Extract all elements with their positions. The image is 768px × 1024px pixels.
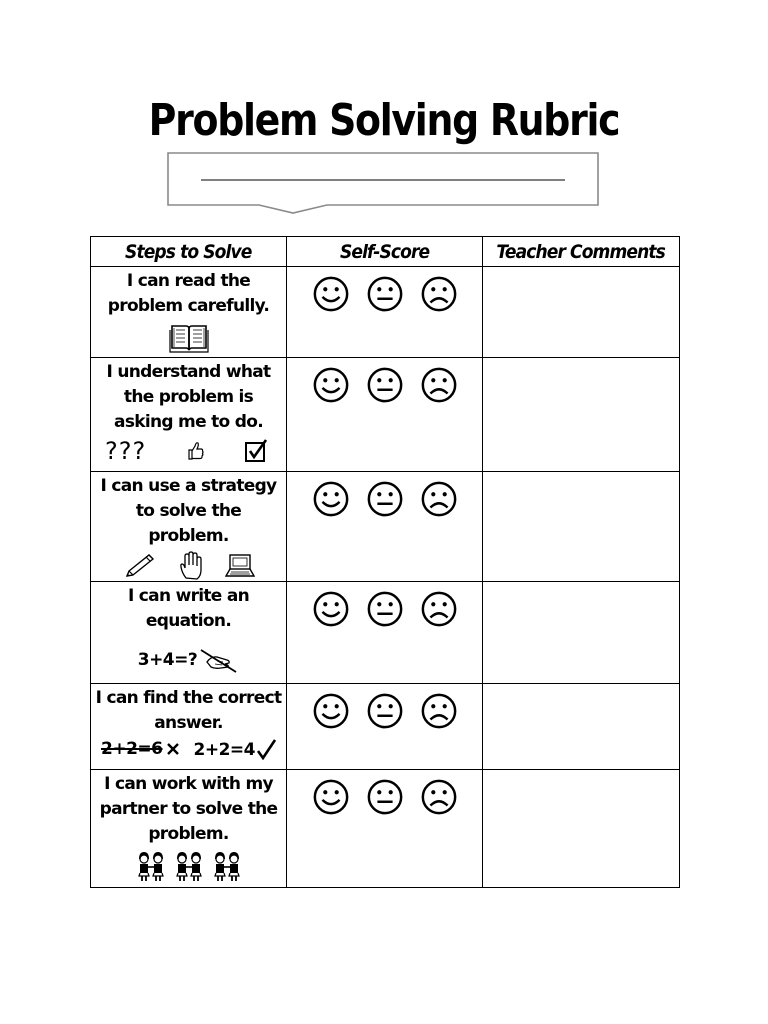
step-cell bbox=[91, 358, 287, 472]
step-cell bbox=[91, 684, 287, 770]
table-row bbox=[91, 770, 680, 888]
equation-text: 3+4=? bbox=[137, 650, 198, 670]
step-cell bbox=[91, 582, 287, 684]
happy-face-icon[interactable] bbox=[312, 692, 350, 730]
step-text: I can use a strategy to solve the problem. bbox=[100, 476, 277, 546]
teacher-comment-cell[interactable] bbox=[483, 358, 680, 472]
neutral-face-icon[interactable] bbox=[366, 480, 404, 518]
step-cell bbox=[91, 472, 287, 582]
table-row bbox=[91, 582, 680, 684]
sad-face-icon[interactable] bbox=[420, 778, 458, 816]
teacher-comment-cell[interactable] bbox=[483, 472, 680, 582]
step-text: I can find the correct answer. bbox=[95, 688, 282, 733]
step-cell bbox=[91, 770, 287, 888]
teacher-comment-cell[interactable] bbox=[483, 684, 680, 770]
laptop-icon bbox=[225, 553, 255, 579]
header-teacher-comments: Teacher Comments bbox=[483, 237, 680, 267]
table-row bbox=[91, 472, 680, 582]
happy-face-icon[interactable] bbox=[312, 275, 350, 313]
step-text: I can write an equation. bbox=[127, 586, 250, 631]
happy-face-icon[interactable] bbox=[312, 366, 350, 404]
neutral-face-icon[interactable] bbox=[366, 590, 404, 628]
self-score-cell bbox=[287, 582, 483, 684]
book-icon bbox=[169, 321, 209, 353]
self-score-cell bbox=[287, 472, 483, 582]
check-mark-icon bbox=[256, 738, 276, 760]
neutral-face-icon[interactable] bbox=[366, 778, 404, 816]
neutral-face-icon[interactable] bbox=[366, 275, 404, 313]
partners-icon bbox=[212, 850, 242, 882]
sad-face-icon[interactable] bbox=[420, 590, 458, 628]
step-text: I can read the problem carefully. bbox=[107, 271, 270, 316]
hand-icon bbox=[177, 551, 205, 581]
self-score-cell bbox=[287, 358, 483, 472]
thumbs-up-icon bbox=[185, 440, 205, 462]
partners-icon bbox=[174, 850, 204, 882]
sad-face-icon[interactable] bbox=[420, 692, 458, 730]
step-text: I can work with my partner to solve the problem. bbox=[99, 774, 278, 844]
sad-face-icon[interactable] bbox=[420, 366, 458, 404]
checkbox-icon bbox=[244, 439, 268, 463]
table-row bbox=[91, 684, 680, 770]
rubric-table bbox=[90, 236, 680, 888]
question-marks: ??? bbox=[105, 437, 147, 465]
table-row bbox=[91, 267, 680, 358]
neutral-face-icon[interactable] bbox=[366, 366, 404, 404]
table-row bbox=[91, 358, 680, 472]
teacher-comment-cell[interactable] bbox=[483, 582, 680, 684]
step-text: I understand what the problem is asking me to do. bbox=[106, 362, 271, 432]
sad-face-icon[interactable] bbox=[420, 275, 458, 313]
self-score-cell bbox=[287, 267, 483, 358]
self-score-cell bbox=[287, 684, 483, 770]
step-cell bbox=[91, 267, 287, 358]
pencil-icon bbox=[123, 552, 157, 580]
teacher-comment-cell[interactable] bbox=[483, 770, 680, 888]
x-mark-icon bbox=[166, 742, 180, 756]
name-banner[interactable] bbox=[167, 152, 599, 214]
teacher-comment-cell[interactable] bbox=[483, 267, 680, 358]
header-self-score: Self-Score bbox=[287, 237, 483, 267]
header-steps: Steps to Solve bbox=[91, 237, 287, 267]
happy-face-icon[interactable] bbox=[312, 480, 350, 518]
self-score-cell bbox=[287, 770, 483, 888]
header-row bbox=[91, 237, 680, 267]
wrong-equation: 2+2=6 bbox=[101, 739, 163, 759]
sad-face-icon[interactable] bbox=[420, 480, 458, 518]
writing-hand-icon bbox=[199, 646, 239, 674]
right-equation: 2+2=4 bbox=[193, 740, 255, 760]
page-title: Problem Solving Rubric bbox=[148, 95, 620, 146]
partners-icon bbox=[136, 850, 166, 882]
neutral-face-icon[interactable] bbox=[366, 692, 404, 730]
happy-face-icon[interactable] bbox=[312, 778, 350, 816]
happy-face-icon[interactable] bbox=[312, 590, 350, 628]
